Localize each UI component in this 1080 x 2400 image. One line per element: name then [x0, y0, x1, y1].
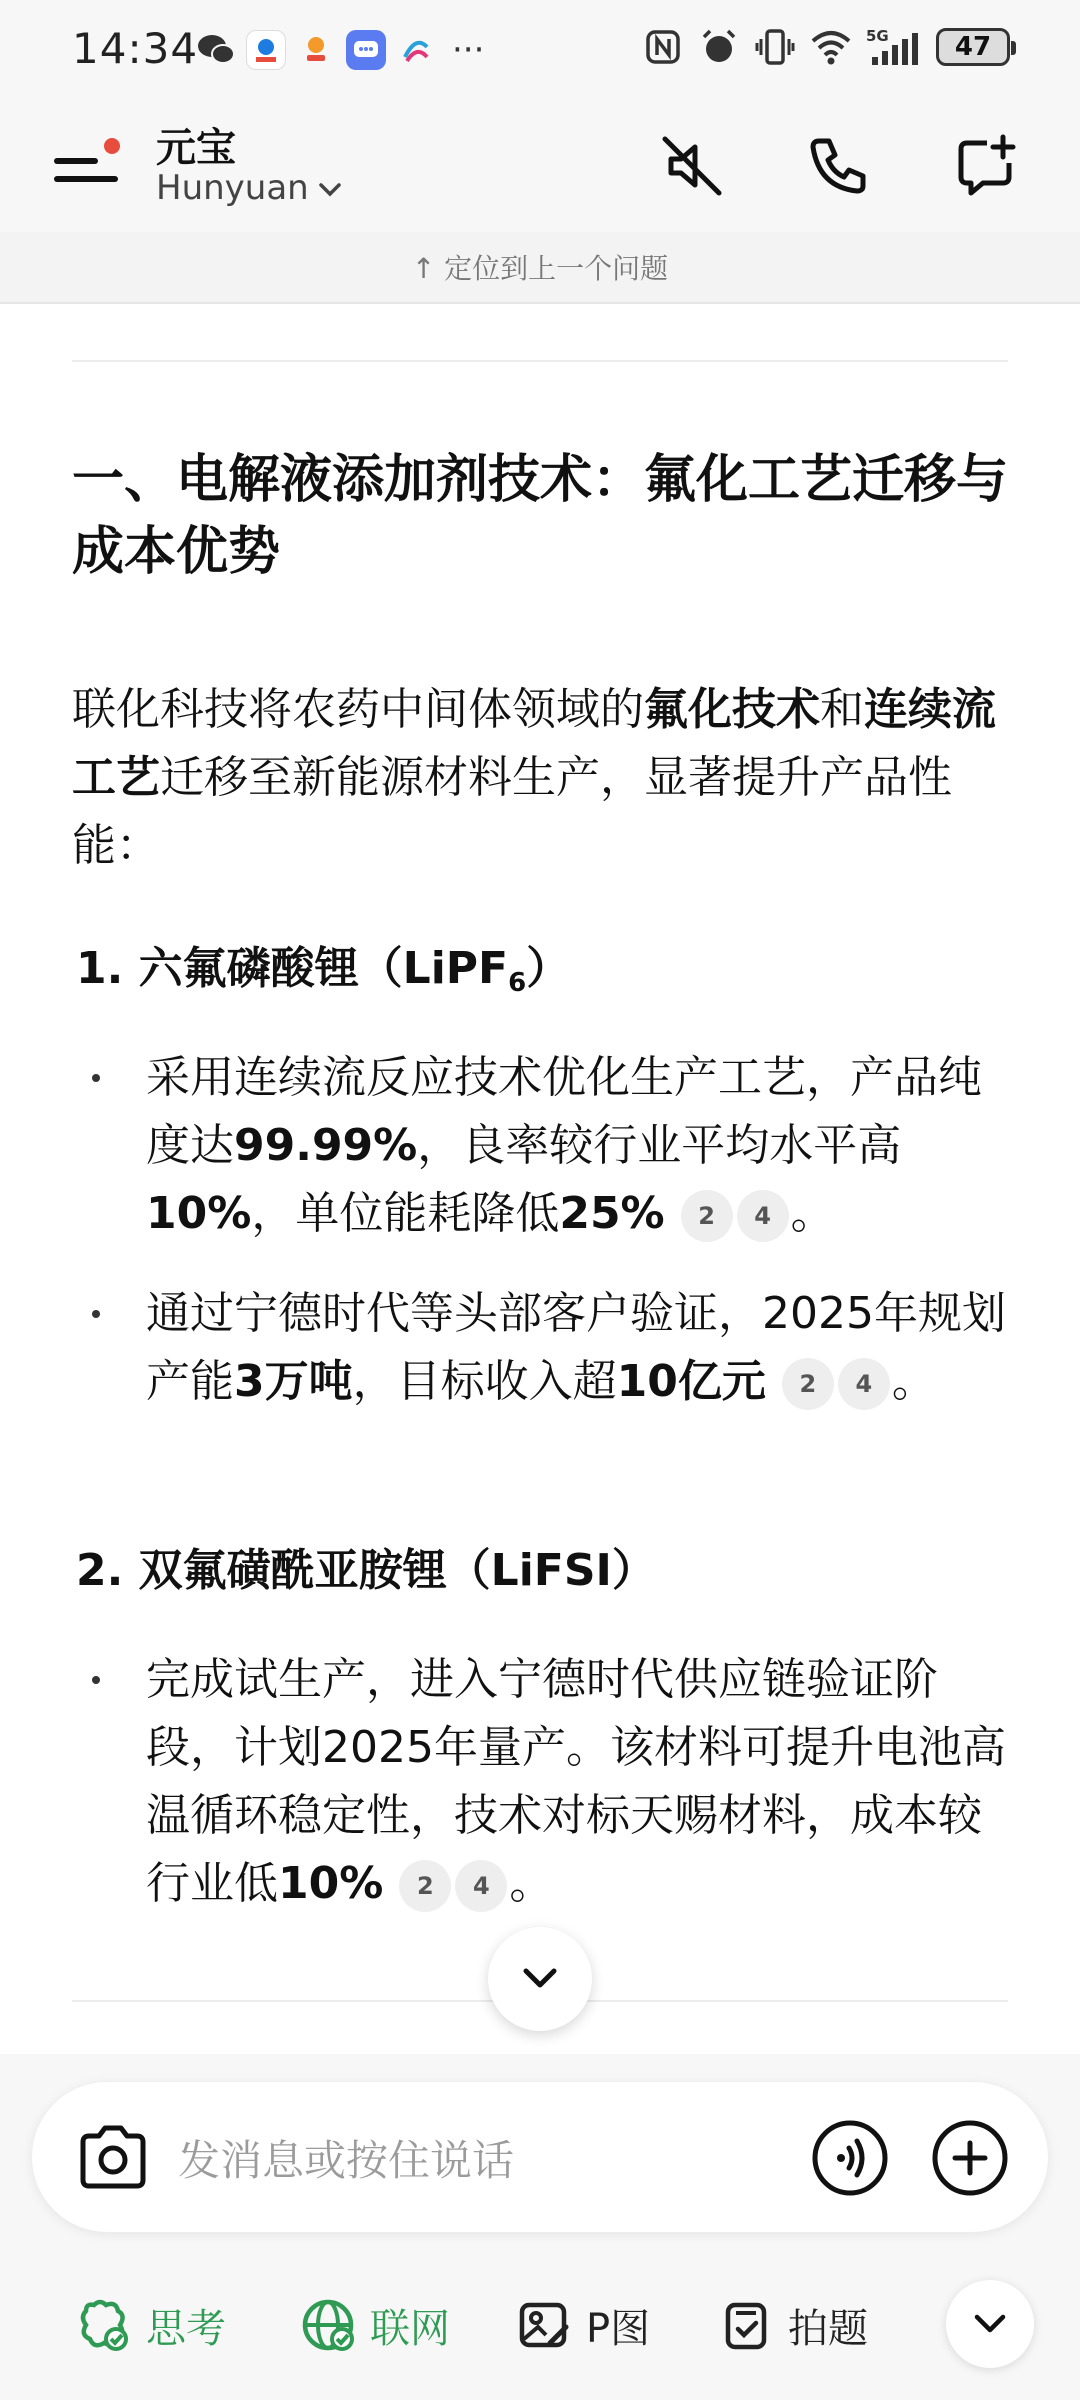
bullet-text-run: ，单位能耗降低 [251, 1188, 560, 1239]
bullet-text-run: 通过宁德时代等头部客户验证，2025年规划产能 [146, 1288, 1006, 1407]
voice-call-button[interactable] [798, 126, 878, 206]
scan-question-icon [718, 2297, 774, 2353]
bullet-bold-run: 10% [146, 1188, 252, 1239]
bullet-bold-run: 99.99% [234, 1120, 418, 1171]
status-right [642, 26, 1010, 68]
wechat-icon [196, 30, 236, 70]
citation-badge[interactable]: 2 [399, 1860, 451, 1912]
intro-paragraph [72, 676, 1012, 880]
intro-text-1: 联化科技将农药中间体领域的 [72, 684, 644, 735]
citation-badge[interactable]: 4 [737, 1190, 789, 1242]
app-title: 元宝 [156, 125, 236, 171]
citation-badge[interactable]: 2 [681, 1190, 733, 1242]
menu-line-bottom [54, 176, 118, 182]
chevron-down-icon [972, 2312, 1008, 2336]
new-chat-icon [953, 133, 1019, 199]
tool-scan-question-label: 拍题 [788, 2305, 868, 2352]
citation-badge[interactable]: 4 [455, 1860, 507, 1912]
subsection-1-title-pre: 六氟磷酸锂（LiPF [138, 943, 509, 994]
subsection-1-subscript: 6 [508, 968, 527, 998]
status-time: 14:34 [72, 24, 199, 73]
subsection-2-title [76, 1534, 656, 1598]
mute-speaker-button[interactable] [652, 126, 732, 206]
sidebar-menu-button[interactable] [52, 128, 124, 200]
subsection-2-number: 2. [76, 1545, 124, 1596]
scroll-to-bottom-button[interactable] [488, 1927, 592, 2031]
bullet-bold-run: 10亿元 [616, 1356, 766, 1407]
composer-area [0, 2054, 1080, 2400]
list-item [104, 1646, 1020, 1918]
speaker-off-icon [659, 133, 725, 199]
app-notify-icon-1 [246, 30, 286, 70]
bullet-end: 。 [509, 1858, 554, 1909]
chevron-down-icon [317, 168, 343, 208]
bullet-text-run: ，目标收入超 [352, 1356, 617, 1407]
divider-top [72, 360, 1008, 362]
tool-bar [0, 2280, 1080, 2376]
status-app-icons [196, 30, 484, 70]
chat-app-icon [346, 30, 386, 70]
tool-scan-question[interactable] [718, 2280, 868, 2370]
bullet-bold-run: 10% [278, 1858, 384, 1909]
bullet-text [146, 1646, 1020, 1918]
attach-button[interactable] [930, 2118, 1010, 2198]
think-icon [76, 2297, 132, 2353]
intro-text-2: 和 [820, 684, 864, 735]
tool-think-label: 思考 [146, 2305, 226, 2352]
nfc-icon [642, 26, 684, 68]
app-header [0, 100, 1080, 232]
intro-bold-2: 连续流工艺 [72, 684, 996, 803]
image-edit-icon [516, 2297, 572, 2353]
battery-indicator: 47 [936, 28, 1010, 66]
citation-badge[interactable]: 4 [838, 1358, 890, 1410]
bullet-end: 。 [790, 1188, 835, 1239]
bullet-bold-run: 25% [559, 1188, 665, 1239]
intro-bold-1: 氟化技术 [644, 684, 820, 735]
svg-text:5G: 5G [866, 27, 889, 45]
camera-icon [75, 2124, 151, 2190]
globe-icon [300, 2297, 356, 2353]
locate-previous-question[interactable]: ↑ 定位到上一个问题 [0, 232, 1080, 304]
voice-wave-icon [811, 2119, 889, 2197]
expand-tools-button[interactable] [946, 2280, 1034, 2368]
tool-image-edit-label: P图 [586, 2305, 651, 2352]
bullet-text-run: 采用连续流反应技术优化生产工艺，产品纯度达 [146, 1052, 982, 1171]
list-item [104, 1044, 1020, 1248]
subsection-1-number: 1. [76, 943, 124, 994]
new-chat-button[interactable] [946, 126, 1026, 206]
status-bar [0, 0, 1080, 100]
model-selector[interactable] [156, 168, 343, 208]
voice-input-button[interactable] [810, 2118, 890, 2198]
subsection-1-title-post: ） [526, 943, 571, 994]
alarm-icon [698, 26, 740, 68]
unread-dot [104, 138, 120, 154]
signal-5g-icon [866, 26, 922, 68]
tool-image-edit[interactable] [516, 2280, 650, 2370]
citation-badge[interactable]: 2 [782, 1358, 834, 1410]
answer-content [0, 304, 1080, 2054]
bullet-bold-run: 3万吨 [234, 1356, 353, 1407]
subsection-1-title [76, 932, 570, 998]
menu-line-top [54, 158, 98, 164]
bullet-text [146, 1044, 1020, 1248]
section-heading: 一、电解液添加剂技术：氟化工艺迁移与成本优势 [72, 450, 1009, 582]
list-item [104, 1280, 1020, 1416]
bullet-text-run: ，良率较行业平均水平高 [417, 1120, 902, 1171]
phone-icon [805, 133, 871, 199]
message-input-box[interactable] [32, 2082, 1048, 2232]
bullet-end: 。 [891, 1356, 936, 1407]
subsection-2-title-text: 双氟磺酰亚胺锂（LiFSI） [138, 1545, 656, 1596]
vibrate-icon [754, 26, 796, 68]
tool-think[interactable] [76, 2280, 226, 2370]
model-name: Hunyuan [156, 168, 309, 208]
more-notifications: ··· [452, 30, 485, 70]
wifi-icon [810, 26, 852, 68]
intro-text-3: 迁移至新能源材料生产，显著提升产品性能： [72, 752, 952, 871]
plus-icon [931, 2119, 1009, 2197]
bullet-text [146, 1280, 1020, 1416]
message-input-placeholder: 发消息或按住说话 [178, 2136, 515, 2185]
tool-web-search-label: 联网 [370, 2305, 450, 2352]
chevron-down-icon [520, 1965, 560, 1993]
mobile-carrier-icon [396, 30, 436, 70]
camera-button[interactable] [72, 2116, 154, 2198]
tool-web-search[interactable] [300, 2280, 450, 2370]
app-notify-icon-2 [296, 30, 336, 70]
bullet-text-run: 完成试生产，进入宁德时代供应链验证阶段，计划2025年量产。该材料可提升电池高温循环稳定性，技术对标天赐材料，成本较行业低 [146, 1654, 1006, 1909]
